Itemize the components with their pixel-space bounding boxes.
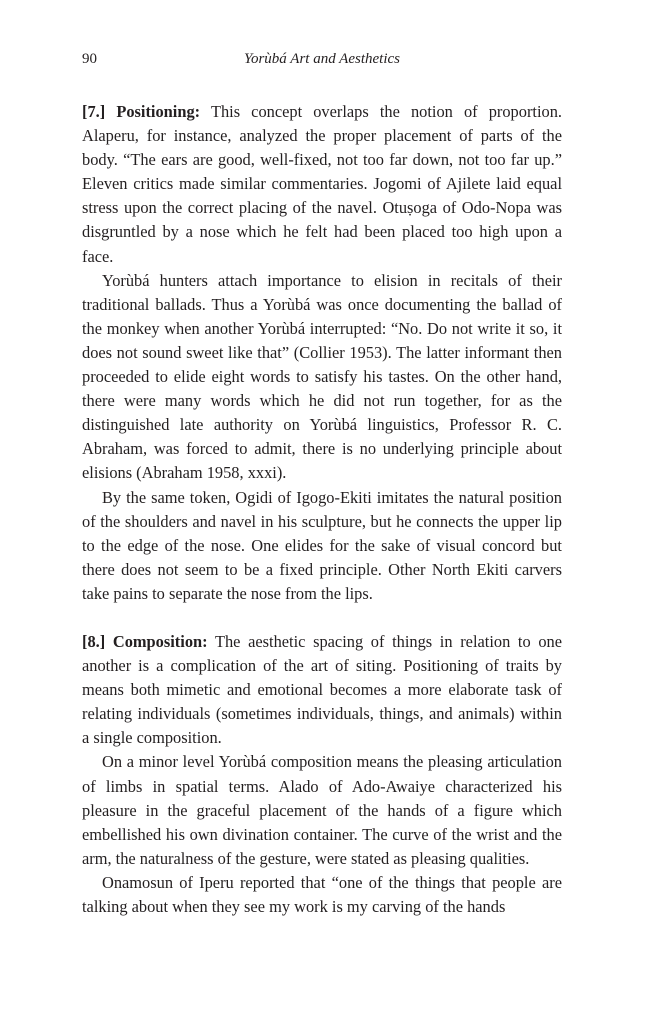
- section-term: Positioning:: [116, 102, 201, 121]
- paragraph: [82, 630, 562, 750]
- page-number: 90: [82, 51, 97, 67]
- section-term: Composition:: [112, 631, 208, 651]
- paragraph: Yorùbá hunters attach importance to elision in recitals of their traditional ballads. Thus a Yorùbá was once documenting the ballad of the monkey when another Yorùbá interrupted: “No. Do not write it so, it does not sound sweet like that” (Collier 1953). The latter informant then proceeded to elide eight words to satisfy his tastes. On the other hand, there were many words which he did not run together, for as the distinguished late authority on Yorùbá linguistics, Professor R. C. Abraham, was forced to admit, there is no underlying principle about elisions (Abraham 1958, xxxi).: [82, 270, 562, 483]
- section-number: [7.]: [82, 102, 106, 121]
- paragraph: By the same token, Ogidi of Igogo-Ekiti imitates the natural position of the shoulders and navel in his sculpture, but he connects the upper lip to the edge of the nose. One elides for the sake of visual concord but there does not seem to be a fixed principle. Other North Ekiti carvers take pains to separate the nose from the lips.: [82, 487, 562, 603]
- paragraph: Onamosun of Iperu reported that “one of the things that people are talking about when they see my work is my carving of the hands: [82, 872, 562, 916]
- section-number: [8.]: [82, 631, 106, 651]
- body-text: [82, 100, 562, 919]
- running-title: Yorùbá Art and Aesthetics: [244, 51, 400, 67]
- paragraph-text: The aesthetic spacing of things in relation to one another is a complication of the art of siting. Positioning of traits by means both mimetic and emotional becomes a more elaborate task of relating individuals (sometimes individuals, things, and animals) within a single composition.: [82, 631, 562, 748]
- paragraph: On a minor level Yorùbá composition means the pleasing articulation of limbs in spatial terms. Alado of Ado-Awaiye characterized his pleasure in the graceful placement of the hands of a figure which embellished his own divination container. The curve of the wrist and the arm, the naturalness of the gesture, were stated as pleasing qualities.: [82, 752, 562, 868]
- paragraph-text: This concept overlaps the notion of proportion. Alaperu, for instance, analyzed the proper placement of parts of the body. “The ears are good, well-fixed, not too far down, not too far up.” Eleven critics made similar commentaries. Jogomi of Ajilete laid equal stress upon the correct placing of the navel. Otuṣoga of Odo-Nopa was disgruntled by a nose which he felt had been placed too high upon a face.: [82, 102, 563, 266]
- paragraph: [82, 100, 562, 269]
- running-head: [82, 51, 562, 71]
